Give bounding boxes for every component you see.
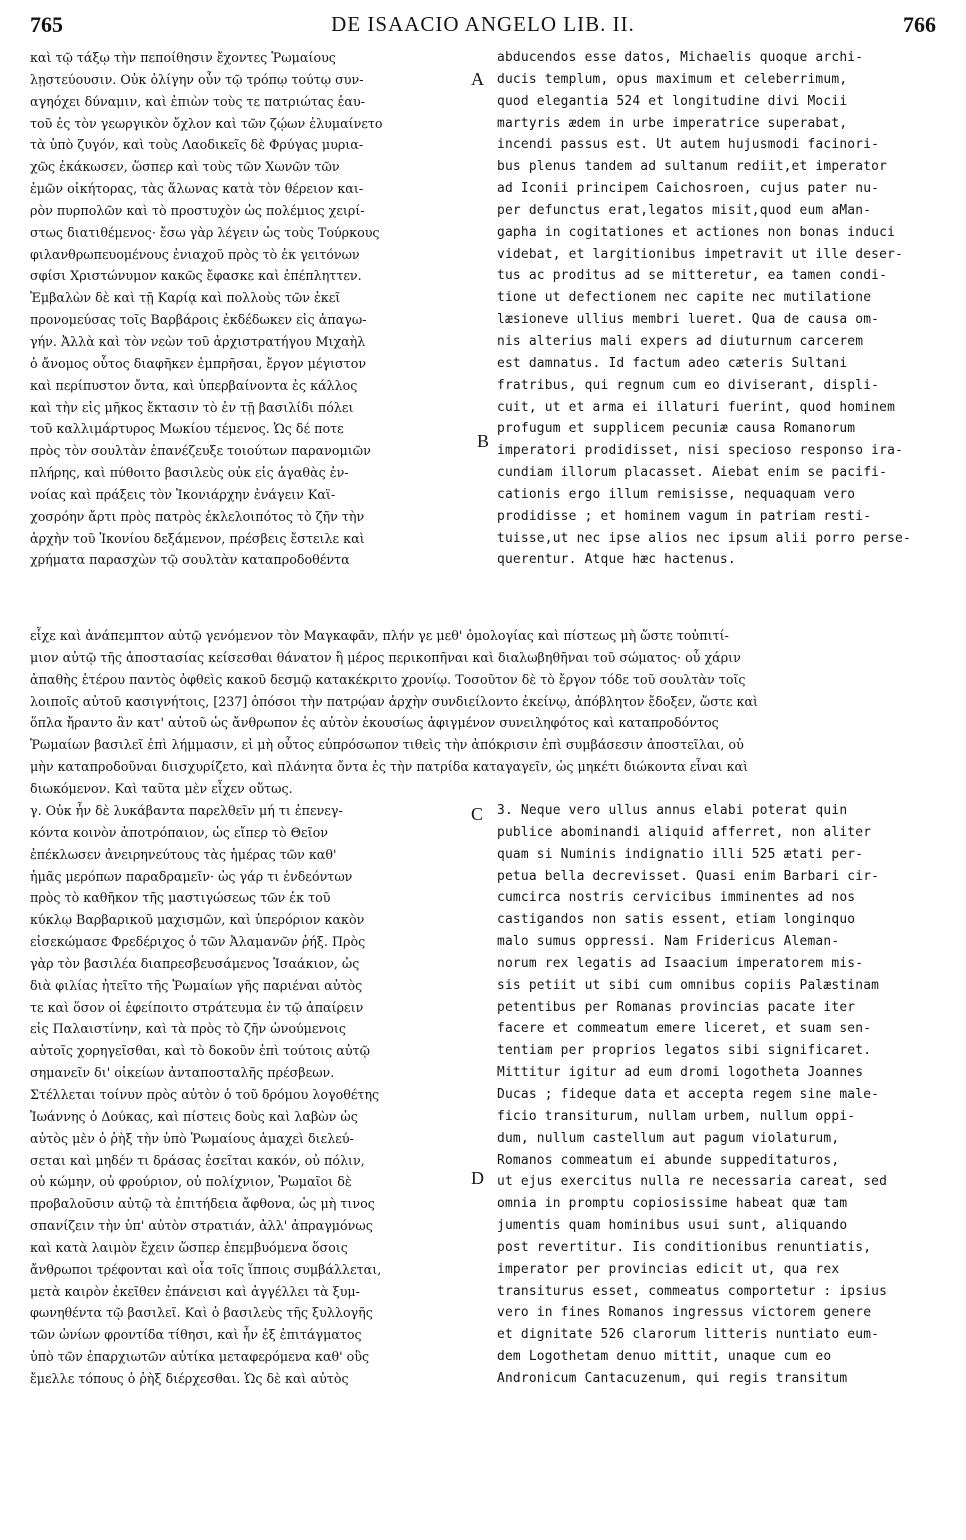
text-line: Ἰωάννης ὁ Δούκας, καὶ πίστεις δοὺς καὶ λαβὼν ὡς <box>30 1108 358 1124</box>
text-line: μιον αὐτῷ τῆς ἀποστασίας κείσεσθαι θάνατον ἢ μέρος περικοπῆναι καὶ διαλωβηθῆναι τοῦ σώματος· οὗ χάριν <box>30 649 741 665</box>
text-line: martyris ædem in urbe imperatrice superabat, <box>497 115 848 131</box>
text-line: προνομεύσας τοῖς Βαρβάροις ἐκδέδωκεν εἰς ἀπαγω- <box>30 312 367 328</box>
page-number-right: 766 <box>903 12 936 37</box>
margin-letter-d: D <box>471 1168 484 1188</box>
text-line: ἄνθρωποι τρέφονται καὶ οἷα τοῖς ἵπποις συμβάλλεται, <box>30 1261 382 1277</box>
text-line: ὅπλα ἤραντο ἂν κατ' αὐτοῦ ὡς ἄνθρωπον ἐς αὐτὸν ἑκουσίως ἀφιγμένον συνειληφότος καὶ καταπροδόντος <box>30 715 719 731</box>
text-line: malo sumus oppressi. Nam Fridericus Aleman- <box>497 934 840 950</box>
text-line: jumentis quam hominibus usui sunt, aliquando <box>497 1218 848 1234</box>
text-line: videbat, et largitionibus impetravit ut ille deser- <box>497 246 904 262</box>
text-line: νοίας καὶ πράξεις τὸν Ἰκονιάρχην ἐνάγειν Καϊ- <box>30 486 336 502</box>
text-line: cationis ergo illum remisisse, nequaquam vero <box>497 486 856 502</box>
text-line: τε καὶ ὅσον οἱ ἐφείποιτο στράτευμα ἐν τῷ ἀπαίρειν <box>30 999 364 1015</box>
text-line: petentibus per Romanas provincias pacate iter <box>497 999 856 1015</box>
text-line: κύκλῳ Βαρβαρικοῦ μαχισμῶν, καὶ ὑπερόριον κακὸν <box>30 912 365 928</box>
text-line: εἰς Παλαιστίνην, καὶ τὰ πρὸς τὸ ζῆν ὠνούμενοις <box>30 1021 346 1037</box>
text-line: Ῥωμαίων βασιλεῖ ἐπὶ λήμμασιν, εἰ μὴ οὗτος εὐπρόσωπον τιθεὶς τὴν ἀπόκρισιν ἐπὶ συμβάσεσιν ἀποστεῖλαι, οὐ <box>30 737 744 753</box>
text-line: profugum et supplicem pecuniæ causa Romanorum <box>497 421 856 437</box>
text-line: τὰ ὑπὸ ζυγόν, καὶ τοὺς Λαοδικεῖς δὲ Φρύγας μυρια- <box>30 137 364 153</box>
text-line: τῶν ὠνίων φροντίδα τίθησι, καὶ ἦν ἐξ ἐπιτάγματος <box>30 1327 362 1343</box>
text-line: ἀρχὴν τοῦ Ἰκονίου δεξάμενον, πρέσβεις ἔστειλε καὶ <box>30 530 365 546</box>
text-line: χοσρόην ἄρτι πρὸς πατρὸς ἐκλελοιπότος τὸ ζῆν τὴν <box>30 508 365 524</box>
text-line: σημανεῖν δι' οἰκείων ἀνταποσταλῆς πρέσβεων. <box>30 1065 335 1081</box>
text-line: transiturus esset, commeatus comportetur : ipsius <box>497 1283 888 1299</box>
text-line: ἐμῶν οἰκήτορας, τὰς ἅλωνας κατὰ τὸν θέρειον και- <box>30 181 364 197</box>
text-line: publice abominandi aliquid afferret, non aliter <box>497 824 872 840</box>
text-line: imperatori prodidisset, nisi specioso responso ira- <box>497 443 904 459</box>
text-line: incendi passus est. Ut autem hujusmodi facinori- <box>497 137 880 153</box>
text-line: bus plenus tandem ad sultanum rediit,et imperator <box>497 159 888 175</box>
text-line: αγηόχει δύναμιν, καὶ ἐπιὼν τοὺς τε πατριώτας ἑαυ- <box>30 93 365 109</box>
text-line: nis alterius mali expers ad diuturnum carcerem <box>497 333 864 349</box>
text-line: εἰσεκώμασε Φρεδέριχος ὁ τῶν Ἀλαμανῶν ῥήξ. Πρὸς <box>30 934 366 950</box>
text-line: καὶ κατὰ λαιμὸν ἔχειν ὥσπερ ἐπεμβυόμενα ὅσοις <box>30 1239 348 1255</box>
text-line: ἔμελλε τόπους ὁ ῥὴξ διέρχεσθαι. Ὡς δὲ καὶ αὐτὸς <box>30 1370 349 1386</box>
text-line: γὰρ τὸν βασιλέα διαπρεσβευσάμενος Ἰσαάκιον, ὡς <box>30 955 360 971</box>
text-line: μὴν καταπροδοῦναι διισχυρίζετο, καὶ πλάνητα ὄντα ἐς τὴν πατρίδα καταγαγεῖν, ὡς μηκέτι διώκοντα εἶναι καὶ <box>30 759 749 775</box>
greek-full-width-passage <box>30 625 940 800</box>
page-number-left: 765 <box>30 12 63 37</box>
text-line: ficio transiturum, nullam urbem, nullum oppi- <box>497 1108 856 1124</box>
text-line: cundiam illorum placasset. Aiebat enim se pacifi- <box>497 465 888 481</box>
text-line: ἀπαθὴς ἑτέρου παντὸς ὀφθεὶς κακοῦ δεσμῷ κατακέκριτο χρονίῳ. Τοσοῦτον δὲ τὸ ἔργον τόδε τοῦ σουλτὰν τοῖς <box>30 671 746 687</box>
latin-column-top <box>497 47 937 571</box>
page-header <box>30 12 936 40</box>
text-line: χῶς ἐκάκωσεν, ὥσπερ καὶ τοὺς τῶν Χωνῶν τῶν <box>30 159 340 175</box>
text-line: ad Iconii principem Caichosroen, cujus pater nu- <box>497 181 880 197</box>
text-line: castigandos non satis essent, etiam longinquo <box>497 912 856 928</box>
text-line: post revertitur. Iis conditionibus renuntiatis, <box>497 1239 872 1255</box>
text-line: στως διατιθέμενος· ἔσω γὰρ λέγειν ὡς τοὺς Τούρκους <box>30 224 380 240</box>
text-line: ἐπέκλωσεν ἀνειρηνεύτους τὰς ἡμέρας τῶν καθ' <box>30 846 337 862</box>
text-line: σπανίζειν τὴν ὑπ' αὐτὸν στρατιάν, ἀλλ' ἀπραγμόνως <box>30 1218 373 1234</box>
text-line: vero in fines Romanos ingressus victorem genere <box>497 1305 872 1321</box>
text-line: χρήματα παρασχὼν τῷ σουλτὰν καταπροδοθέντα <box>30 552 350 568</box>
greek-column-top <box>30 47 470 571</box>
text-line: per defunctus erat,legatos misit,quod eum aMan- <box>497 202 872 218</box>
text-line: norum rex legatis ad Isaacium imperatorem mis- <box>497 955 864 971</box>
text-line: αὐτὸς μὲν ὁ ῥὴξ τὴν ὑπὸ Ῥωμαίους ἀμαχεὶ διελεύ- <box>30 1130 354 1146</box>
text-line: μετὰ καιρὸν ἐκεῖθεν ἐπάνεισι καὶ ἀγγέλλει τὰ ξυμ- <box>30 1283 360 1299</box>
text-line: dem Logothetam denuo mittit, unaque cum eo <box>497 1349 832 1365</box>
text-line: tus ac proditus ad se mitteretur, ea tamen condi- <box>497 268 888 284</box>
latin-column-bottom <box>497 800 937 1390</box>
text-line: πρὸς τὸ καθῆκον τῆς μαστιγώσεως τῶν ἐκ τοῦ <box>30 890 331 906</box>
greek-column-bottom <box>30 800 470 1390</box>
text-line: tuisse,ut nec ipse alios nec ipsum alii porro perse- <box>497 530 911 546</box>
text-line: tione ut defectionem nec capite nec mutilatione <box>497 290 872 306</box>
text-line: omnia in promptu copiosissime habeat quæ tam <box>497 1196 848 1212</box>
text-line: Mittitur igitur ad eum dromi logotheta Joannes <box>497 1065 864 1081</box>
text-line: λῃστεύουσιν. Οὐκ ὀλίγην οὖν τῷ τρόπῳ τούτῳ συν- <box>30 71 364 87</box>
text-line: Στέλλεται τοίνυν πρὸς αὐτὸν ὁ τοῦ δρόμου λογοθέτης <box>30 1086 380 1102</box>
text-line: τοῦ καλλιμάρτυρος Μωκίου τέμενος. Ὡς δέ ποτε <box>30 421 344 437</box>
text-line: facere et commeatum emere liceret, et suam sen- <box>497 1021 872 1037</box>
text-line: sis petiit ut sibi cum omnibus copiis Palæstinam <box>497 977 880 993</box>
text-line: prodidisse ; et hominem vagum in patriam resti- <box>497 508 872 524</box>
text-line: ρὸν πυρπολῶν καὶ τὸ προστυχὸν ὡς πολέμιος χειρί- <box>30 202 365 218</box>
text-line: Andronicum Cantacuzenum, qui regis transitum <box>497 1370 848 1386</box>
text-line: γήν. Ἀλλὰ καὶ τὸν νεὼν τοῦ ἀρχιστρατήγου Μιχαὴλ <box>30 333 366 349</box>
text-line: Romanos commeatum ei abunde suppeditaturos, <box>497 1152 840 1168</box>
text-line: τοῦ ἐς τὸν γεωργικὸν ὄχλον καὶ τῶν ζῴων ἐλυμαίνετο <box>30 115 383 131</box>
text-line: cumcirca nostris cervicibus imminentes ad nos <box>497 890 856 906</box>
text-line: imperator per provincias edicit ut, qua rex <box>497 1261 840 1277</box>
text-line: fratribus, qui regnum cum eo diviserant, displi- <box>497 377 880 393</box>
text-line: διωκόμενον. Καὶ ταῦτα μὲν εἶχεν οὕτως. <box>30 780 293 796</box>
text-line: γ. Οὐκ ἦν δὲ λυκάβαντα παρελθεῖν μή τι ἐπενεγ- <box>30 803 343 818</box>
text-line: abducendos esse datos, Michaelis quoque archi- <box>497 50 864 65</box>
text-line: πλήρης, καὶ πύθοιτο βασιλεὺς οὐκ εἰς ἀγαθὰς ἐν- <box>30 465 349 481</box>
text-line: σεται καὶ μηδέν τι δράσας ἐσεῖται κακόν, οὐ πόλιν, <box>30 1152 365 1168</box>
text-line: αὐτοῖς χορηγεῖσθαι, καὶ τὸ δοκοῦν ἐπὶ τούτοις αὐτῷ <box>30 1043 370 1059</box>
text-line: 3. Neque vero ullus annus elabi poterat quin <box>497 803 848 818</box>
text-line: ut ejus exercitus nulla re necessaria careat, sed <box>497 1174 888 1190</box>
text-line: et dignitate 526 clarorum litteris nuntiato eum- <box>497 1327 880 1343</box>
text-line: Ἐμβαλὼν δὲ καὶ τῇ Καρίᾳ καὶ πολλοὺς τῶν ἐκεῖ <box>30 290 341 306</box>
text-line: dum, nullum castellum aut pagum violaturum, <box>497 1130 840 1146</box>
text-line: φιλανθρωπευομένους ἐνιαχοῦ πρὸς τὸ ἐκ γειτόνων <box>30 246 360 262</box>
text-line: Ducas ; fideque data et accepta regem sine male- <box>497 1086 880 1102</box>
text-line: καὶ περίπυστον ὄντα, καὶ ὑπερβαίνοντα ἐς κάλλος <box>30 377 358 393</box>
text-line: λοιποῖς αὐτοῦ κασιγνήτοις, [237] ὁπόσοι τὴν πατρῴαν ἀρχὴν συνδιείλοντο ἐκείνῳ, ἀπόβλητον ἔδοξεν, ὥστε καὶ <box>30 693 759 709</box>
text-line: πρὸς τὸν σουλτὰν ἐπανέζευξε τοιούτων παρανομιῶν <box>30 443 371 459</box>
text-line: cuit, ut et arma ei illaturi fuerint, quod hominem <box>497 399 896 415</box>
margin-letter-c: C <box>471 804 484 824</box>
text-line: tentiam per proprios legatos sibi significaret. <box>497 1043 872 1059</box>
text-line: ὑπὸ τῶν ἐπαρχιωτῶν αὐτίκα μεταφερόμενα καθ' οὓς <box>30 1349 370 1365</box>
text-line: κόντα κοινὸν ἀποτρόπαιον, ὡς εἴπερ τὸ Θεῖον <box>30 824 328 840</box>
text-line: est damnatus. Id factum adeo cæteris Sultani <box>497 355 848 371</box>
text-line: σφίσι Χριστώνυμον κακῶς ἔφασκε καὶ ἐπέπληττεν. <box>30 268 362 284</box>
text-line: quam si Numinis indignatio illi 525 ætati per- <box>497 846 864 862</box>
text-line: quod elegantia 524 et longitudine divi Mocii <box>497 93 848 109</box>
running-title: DE ISAACIO ANGELO LIB. II. <box>331 12 635 36</box>
text-line: οὐ κώμην, οὐ φρούριον, οὐ πολίχνιον, Ῥωμαῖοι δὲ <box>30 1174 352 1190</box>
text-line: καὶ τῷ τάξῳ τὴν πεποίθησιν ἔχοντες Ῥωμαίους <box>30 50 336 65</box>
margin-letter-a: A <box>471 69 484 89</box>
margin-letter-b: B <box>477 431 490 451</box>
text-line: προβαλοῦσιν αὐτῷ τὰ ἐπιτήδεια ἄφθονα, ὡς μὴ τινος <box>30 1196 375 1212</box>
text-line: εἶχε καὶ ἀνάπεμπτον αὐτῷ γενόμενον τὸν Μαγκαφᾶν, πλήν γε μεθ' ὁμολογίας καὶ πίστεως μὴ ὥστε τοὐπιτί- <box>30 628 729 643</box>
text-line: læsioneve ullius membri lueret. Qua de causa om- <box>497 312 880 328</box>
text-line: καὶ τὴν εἰς μῆκος ἔκτασιν τὸ ἐν τῇ βασιλίδι πόλει <box>30 399 354 415</box>
text-line: ducis templum, opus maximum et celeberrimum, <box>497 71 848 87</box>
text-line: διὰ φιλίας ἠτεῖτο τῆς Ῥωμαίων γῆς παριέναι αὐτὸς <box>30 977 363 993</box>
text-line: φωνηθέντα τῷ βασιλεῖ. Καὶ ὁ βασιλεὺς τῆς ξυλλογῆς <box>30 1305 373 1321</box>
text-line: petua bella decrevisset. Quasi enim Barbari cir- <box>497 868 880 884</box>
text-line: ἡμᾶς μερόπων παραδραμεῖν· ὡς γάρ τι ἐνδεόντων <box>30 868 353 884</box>
text-line: ὁ ἄνομος οὗτος διαφῆκεν ἐμπρῆσαι, ἔργον μέγιστον <box>30 355 367 371</box>
text-line: querentur. Atque hæc hactenus. <box>497 552 736 568</box>
text-line: gapha in cogitationes et actiones non bonas induci <box>497 224 896 240</box>
